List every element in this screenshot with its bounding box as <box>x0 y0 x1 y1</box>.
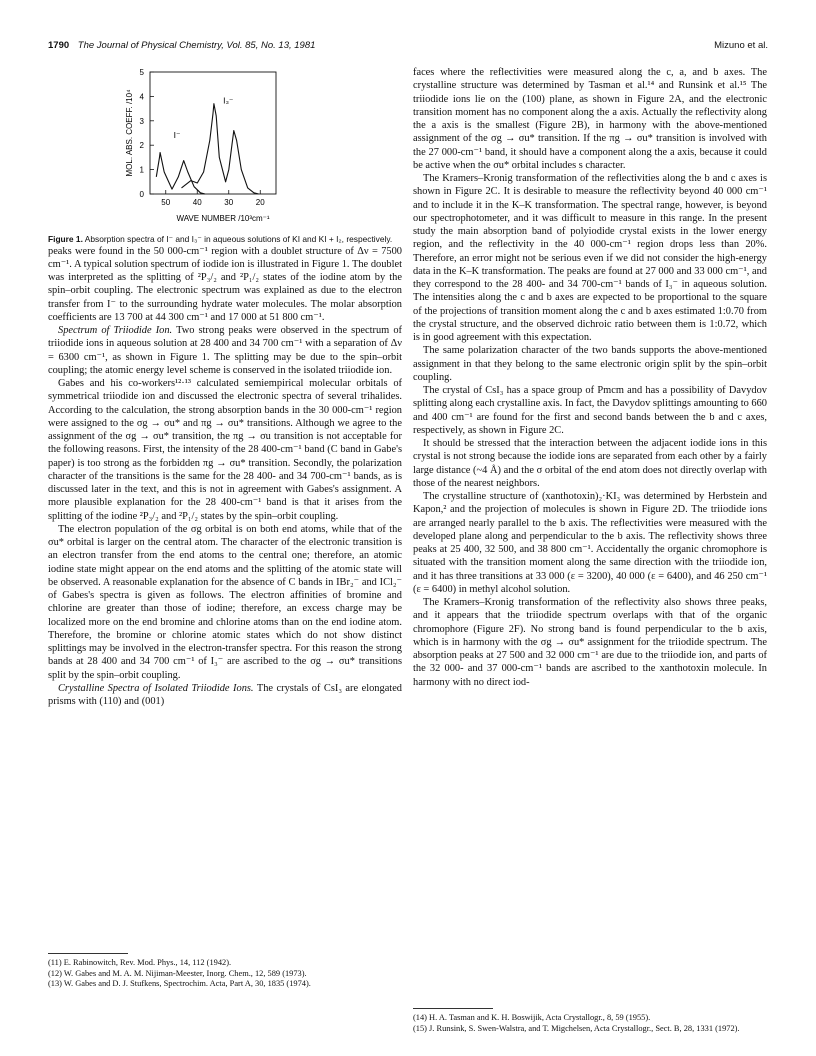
y-tick-label: 5 <box>139 68 144 77</box>
paragraph: It should be stressed that the interaction between the adjacent iodide ions in this crystal is not strong because the iodide ions are separated from each other by a fairly large distance (~4 Å) and the σ orbital of the end atom does not directly overlap with those of the nearest neighbors. <box>413 438 767 489</box>
reference: (11) E. Rabinowitch, Rev. Mod. Phys., 14, 112 (1942). <box>48 958 232 967</box>
footnote-rule <box>48 953 128 954</box>
plot-frame <box>150 72 276 194</box>
paragraph: faces where the reflectivities were measured along the c, a, and b axes. The crystalline structure was determined by Tasman et al.¹⁴ and Runsink et al.¹⁵ The triiodide ions lie on the (100) plane, as shown in Figure 2A, and the electronic transition moment has no component along the a axis. Actually the reflectivity along the a axis is the smallest (Figure 2B), in harmony with the above-mentioned assignment of the σg → σu* transition. If the πg → σu* transition is involved with the 27 000-cm⁻¹ band, it should have a component along the a axis, because it could be active when the σu* orbital includes s character. <box>413 67 767 171</box>
series-line-1 <box>156 153 205 195</box>
paragraph: Gabes and his co-workers¹²·¹³ calculated semiempirical molecular orbitals of symmetrical triiodide ion and discussed the electronic spectra of several trihalides. According to the calculation, the strong absorption bands in the 30 000-cm⁻¹ region were assigned to the σg → σu* and πg → σu* transitions. Although we agree to the assignment of the σg → σu* transition, the πg → σu transition is not acceptable for the following reasons. First, the intensity of the 28 400-cm⁻¹ band (C band in Gabe's paper) is too strong as the forbidden πg → σu* transition. Secondly, the polarization character of the transitions is the same for the 28 400- and 34 700-cm⁻¹ bands, as is discussed later in the text, and this is not in agreement with Gabes's assignment. A more plausible explanation for the 28 400-cm⁻¹ band is that it arises from the splitting of the iodine ²P₃/₂ and ²P₁/₂ states by the spin–orbit coupling. <box>48 378 402 522</box>
curve-label: I₃⁻ <box>223 95 234 106</box>
y-tick-label: 4 <box>139 92 144 102</box>
paragraph: The same polarization character of the two bands supports the above-mentioned assignment in that they belong to the same electronic origin split by the spin–orbit coupling. <box>413 345 767 383</box>
running-header <box>48 40 768 56</box>
paragraph: peaks were found in the 50 000-cm⁻¹ region with a doublet structure of Δν = 7500 cm⁻¹. A typical solution spectrum of iodide ion is illustrated in Figure 1. The doublet was interpreted as the splitting of ²P₃/₂ and ²P₁/₂ states of the iodine atom by the spin–orbit coupling. The electronic spectrum was explained as due to the electron transfer from I⁻ to the surrounding hydrate water molecules. The molar absorption coefficients are 13 700 at 44 300 cm⁻¹ and 17 000 at 51 800 cm⁻¹. <box>48 245 402 323</box>
y-tick-label: 2 <box>139 141 144 151</box>
paragraph: The Kramers–Kronig transformation of the reflectivities along the b and c axes is shown in Figure 2C. It is desirable to measure the reflectivity beyond 40 000 cm⁻¹ and to include it in the K–K transformation. The spectral range, however, is beyond our spectrophotometer, and it was difficult to measure in this range. In the present study the main absorption band of polyiodide crystal exists in the lower energy region, and the reflectivity in the 40 000-cm⁻¹ region drops less than 20%. Therefore, an error might not be serious even if we did not consider the high-energy data in the K–K transformation. The peaks are found at 27 000 and 33 000 cm⁻¹, and they correspond to the 28 400- and 34 700-cm⁻¹ bands of I₃⁻ in aqueous solution. The intensities along the c and b axes are expected to be proportional to the square of the projections of transition moment along the c and b axes estimated 1:0.70 from the crystal structure, and the observed dichroic ratio between them is 1:0.72, which is in good agreement with this expectation. <box>413 173 767 343</box>
x-tick-label: 50 <box>161 198 171 207</box>
paragraph: The crystalline structure of (xanthotoxin)₂·KI₃ was determined by Herbstein and Kapon,² and the projection of molecules is shown in Figure 2D. The triiodide ions are arranged nearly parallel to the b axis. The reflectivities were measured with the developed plane along and perpendicular to the b axis. The reflectivity shows three peaks at 25 400, 32 500, and 38 800 cm⁻¹. Accidentally the organic chromophore is situated with the transition moment along the same direction with the triiodide ion, and it has three transitions at 33 000 (ε = 3200), 40 000 (ε = 6400), and 46 250 cm⁻¹ (ε = 6400) in methyl alcohol solution. <box>413 491 767 595</box>
left-column <box>48 66 402 708</box>
x-axis-label: WAVE NUMBER /10³cm⁻¹ <box>176 214 270 223</box>
paragraph: Crystalline Spectra of Isolated Triiodide Ions. The crystals of CsI₃ are elongated prisms with (110) and (001) <box>48 682 402 707</box>
references-right <box>413 1013 767 1034</box>
journal-title: The Journal of Physical Chemistry, Vol. 85, No. 13, 1981 <box>77 40 316 51</box>
series-line-2 <box>182 104 259 194</box>
paragraph: The electron population of the σg orbital is on both end atoms, while that of the σu* orbital is larger on the central atom. The character of the electronic transition is an electron transfer from the end atoms to the central one; therefore, an atomic iodine state might appear on the end atoms and the splitting of the atomic state will be observed. A reasonable explanation for the absence of C bands in IBr₂⁻ and ICl₂⁻ of Gabes's spectra is given as follows. The electron affinities of bromine and chlorine are greater than those of iodine; therefore, an excess charge may be localized more on the end bromine and chlorine atoms than on the end iodine atom. Therefore, the bromine or chlorine atomic states which do not show distinct splittings may be involved in the electron-transfer spectra. For this reason the strong bands at 28 400 and 34 700 cm⁻¹ of I₃⁻ are ascribed to the σg → σu* transitions split by the spin–orbit coupling. <box>48 523 402 681</box>
figure-1-caption <box>48 234 402 245</box>
paragraph: The crystal of CsI₃ has a space group of Pmcm and has a possibility of Davydov splitting along each crystalline axis. In fact, the Davydov splittings amounting to 660 and 400 cm⁻¹ are found for the first and second bands between the b and c axes, respectively, as shown in Figure 2C. <box>413 385 767 436</box>
y-tick-label: 3 <box>139 116 144 126</box>
right-column <box>413 66 767 689</box>
reference: (15) J. Runsink, S. Swen-Walstra, and T. Migchelsen, Acta Crystallogr., Sect. B, 28, 1331 (1972). <box>413 1023 740 1033</box>
author-header: Mizuno et al. <box>714 40 768 51</box>
caption-text: Absorption spectra of I⁻ and I₃⁻ in aqueous solutions of KI and KI + I₂, respectively. <box>84 234 393 244</box>
reference: (13) W. Gabes and D. J. Stufkens, Spectrochim. Acta, Part A, 30, 1835 (1974). <box>48 979 311 988</box>
reference: (14) H. A. Tasman and K. H. Boswijik, Acta Crystallogr., 8, 59 (1955). <box>413 1013 651 1022</box>
figure-1-chart <box>48 66 402 234</box>
y-axis-label: MOL. ABS. COEFF. /10⁴ <box>125 89 134 177</box>
x-tick-label: 40 <box>192 198 202 207</box>
footnote-rule <box>413 1008 493 1009</box>
references-left <box>48 958 402 990</box>
caption-label: Figure 1. <box>48 234 83 244</box>
section-heading: Crystalline Spectra of Isolated Triiodide Ions. <box>58 682 254 694</box>
section-heading: Spectrum of Triiodide Ion. <box>58 325 173 336</box>
page-number: 1790 <box>48 40 70 51</box>
paragraph: The Kramers–Kronig transformation of the reflectivity also shows three peaks, and it appears that the triiodide spectrum overlaps with that of the organic chromophore (Figure 2F). No strong band is found perpendicular to the b axis, which is in harmony with the σg → σu* assignment for the triiodide spectrum. The absorption peaks at 27 500 and 32 000 cm⁻¹ are due to the triiodide ion, and parts of the 32 000- and 37 000-cm⁻¹ bands are ascribed to the xanthotoxin molecule. In harmony with no direct iod- <box>413 597 767 688</box>
curve-label: I⁻ <box>173 129 181 140</box>
y-tick-label: 0 <box>139 190 144 199</box>
x-tick-label: 30 <box>224 198 234 207</box>
y-tick-label: 1 <box>139 165 144 175</box>
figure-1 <box>48 66 402 234</box>
paragraph: Spectrum of Triiodide Ion. Two strong peaks were observed in the spectrum of triiodide ions in aqueous solution at 28 400 and 34 700 cm⁻¹ with a separation of Δν = 6300 cm⁻¹, as shown in Figure 1. The splitting may be due to the spin–orbit coupling; the atomic energy level scheme is conserved in the isolated triiodide ion. <box>48 325 402 376</box>
x-tick-label: 20 <box>255 198 265 207</box>
reference: (12) W. Gabes and M. A. M. Nijiman-Meester, Inorg. Chem., 12, 589 (1973). <box>48 968 307 978</box>
